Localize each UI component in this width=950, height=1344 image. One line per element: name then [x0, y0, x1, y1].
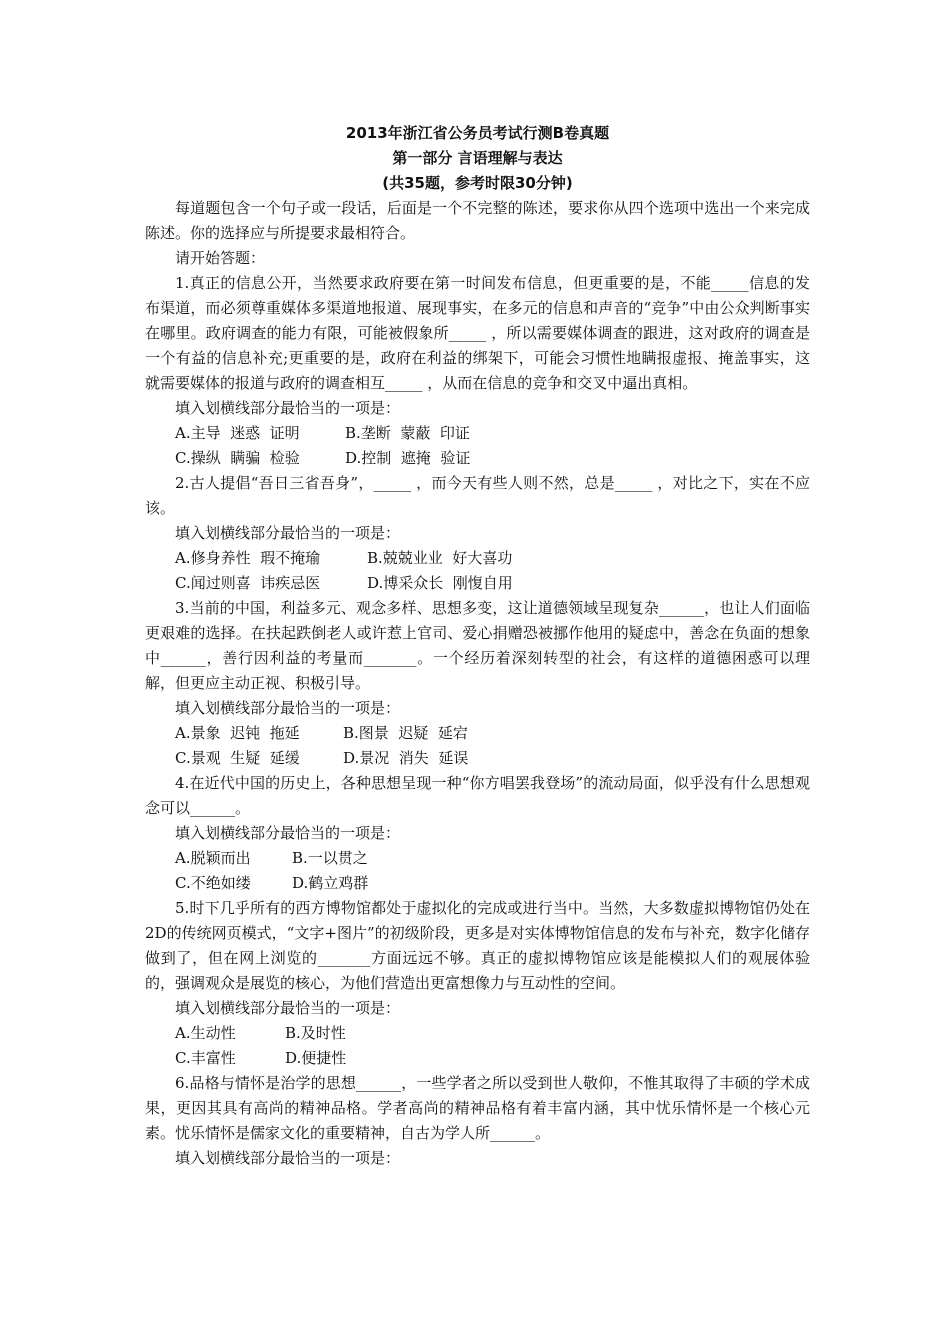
option-b: B.垄断 蒙蔽 印证 — [345, 424, 470, 442]
question-6 — [145, 1071, 810, 1171]
question-2 — [145, 471, 810, 596]
question-4 — [145, 771, 810, 896]
question-5 — [145, 896, 810, 1071]
start-prompt: 请开始答题： — [175, 249, 266, 267]
question-prompt: 填入划横线部分最恰当的一项是： — [175, 699, 401, 717]
option-row — [145, 446, 810, 471]
option-row — [145, 421, 810, 446]
option-b: B.一以贯之 — [292, 849, 368, 867]
question-1 — [145, 271, 810, 471]
option-a: A.脱颖而出 — [175, 849, 251, 867]
option-row — [145, 846, 810, 871]
option-c: C.不绝如缕 — [175, 874, 251, 892]
option-b: B.兢兢业业 好大喜功 — [367, 549, 513, 567]
option-d: D.控制 遮掩 验证 — [345, 449, 471, 467]
option-b: B.及时性 — [285, 1024, 346, 1042]
option-row — [145, 1046, 810, 1071]
option-c: C.操纵 瞒骗 检验 — [175, 449, 300, 467]
document-title: 2013年浙江省公务员考试行测B卷真题 — [345, 124, 610, 142]
question-prompt: 填入划横线部分最恰当的一项是： — [175, 999, 401, 1017]
option-c: C.闻过则喜 讳疾忌医 — [175, 574, 321, 592]
option-a: A.景象 迟钝 拖延 — [175, 724, 300, 742]
question-text: 6.品格与情怀是治学的思想______，一些学者之所以受到世人敬仰，不惟其取得了丰硕的学术成果，更因其具有高尚的精神品格。学者高尚的精神品格有着丰富内涵，其中忧乐情怀是一个核心元素。忧乐情怀是儒家文化的重要精神，自古为学人所______。 — [145, 1074, 810, 1142]
question-3 — [145, 596, 810, 771]
section-heading: 第一部分 言语理解与表达 — [392, 149, 563, 167]
question-prompt: 填入划横线部分最恰当的一项是： — [175, 524, 401, 542]
question-prompt: 填入划横线部分最恰当的一项是： — [175, 1149, 401, 1167]
option-d: D.便捷性 — [285, 1049, 347, 1067]
option-b: B.图景 迟疑 延宕 — [343, 724, 468, 742]
option-row — [145, 1021, 810, 1046]
question-text: 1.真正的信息公开，当然要求政府要在第一时间发布信息，但更重要的是，不能_____信息的发布渠道，而必须尊重媒体多渠道地报道、展现事实，在多元的信息和声音的“竞争”中由公众判断事实在哪里。政府调查的能力有限，可能被假象所_____ ，所以需要媒体调查的跟进，这对政府的调查是一个有益的信息补充;更重要的是，政府在利益的绑架下，可能会习惯性地瞒报虚报、掩盖事实，这就需要媒体的报道与政府的调查相互_____ ，从而在信息的竞争和交叉中逼出真相。 — [145, 274, 810, 392]
option-row — [145, 871, 810, 896]
question-text: 4.在近代中国的历史上，各种思想呈现一种“你方唱罢我登场”的流动局面，似乎没有什么思想观念可以______。 — [145, 774, 810, 817]
option-d: D.景况 消失 延误 — [343, 749, 469, 767]
question-text: 5.时下几乎所有的西方博物馆都处于虚拟化的完成或进行当中。当然，大多数虚拟博物馆仍处在2D的传统网页模式，“文字+图片”的初级阶段，更多是对实体博物馆信息的发布与补充，数字化储存做到了，但在网上浏览的_______方面远远不够。真正的虚拟博物馆应该是能模拟人们的观展体验的，强调观众是展览的核心，为他们营造出更富想像力与互动性的空间。 — [145, 899, 810, 992]
question-prompt: 填入划横线部分最恰当的一项是： — [175, 824, 401, 842]
option-row — [145, 571, 810, 596]
option-d: D.鹤立鸡群 — [292, 874, 369, 892]
option-row — [145, 746, 810, 771]
question-text: 2.古人提倡“吾日三省吾身”，_____ ，而今天有些人则不然，总是_____ ，对比之下，实在不应该。 — [145, 474, 810, 517]
section-note: (共35题，参考时限30分钟) — [382, 174, 573, 192]
instructions-text: 每道题包含一个句子或一段话，后面是一个不完整的陈述，要求你从四个选项中选出一个来完成陈述。你的选择应与所提要求最相符合。 — [145, 199, 810, 242]
option-c: C.丰富性 — [175, 1049, 236, 1067]
question-text: 3.当前的中国，利益多元、观念多样、思想多变，这让道德领域呈现复杂______，也让人们面临更艰难的选择。在扶起跌倒老人或许惹上官司、爱心捐赠恐被挪作他用的疑虑中，善念在负面的想象中______，善行因利益的考量而_______。一个经历着深刻转型的社会，有这样的道德困惑可以理解，但更应主动正视、积极引导。 — [145, 599, 810, 692]
document-content — [145, 121, 810, 1171]
option-a: A.主导 迷惑 证明 — [175, 424, 300, 442]
option-row — [145, 721, 810, 746]
option-a: A.生动性 — [175, 1024, 236, 1042]
option-a: A.修身养性 瑕不掩瑜 — [175, 549, 321, 567]
option-c: C.景观 生疑 延缓 — [175, 749, 300, 767]
option-row — [145, 546, 810, 571]
option-d: D.博采众长 刚愎自用 — [367, 574, 513, 592]
question-prompt: 填入划横线部分最恰当的一项是： — [175, 399, 401, 417]
